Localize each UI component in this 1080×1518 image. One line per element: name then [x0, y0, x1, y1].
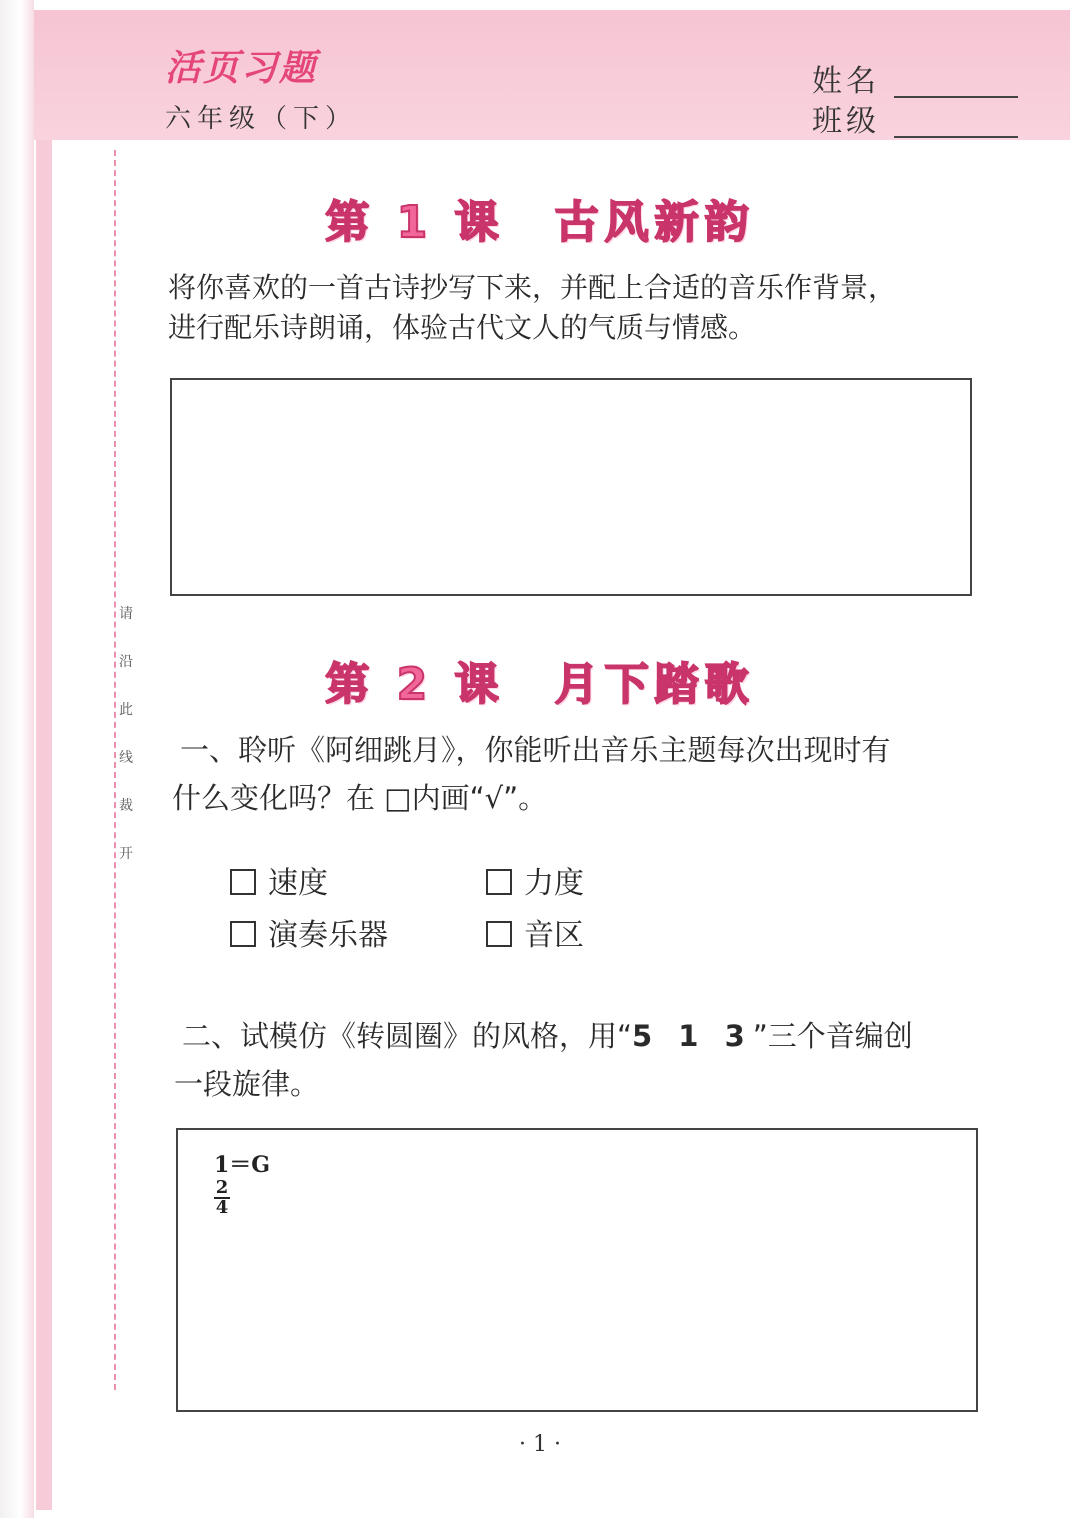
key-signature: 1＝G	[214, 1152, 271, 1178]
option-register[interactable]	[486, 910, 584, 954]
checkbox[interactable]	[486, 921, 512, 947]
cut-hint-char: 线	[119, 750, 133, 766]
lesson1-instruction-line: 进行配乐诗朗诵，体验古代文人的气质与情感。	[168, 311, 757, 344]
question2-text: ”三个音编创	[752, 1019, 913, 1053]
time-signature	[214, 1177, 230, 1218]
cut-hint-char: 请	[119, 606, 133, 622]
question2-line	[182, 1012, 913, 1060]
page-number: · 1 ·	[519, 1432, 561, 1457]
cut-hint-char: 沿	[119, 654, 133, 670]
melody-answer-box[interactable]	[176, 1128, 978, 1412]
cut-line	[114, 150, 116, 1390]
question2-notes: 5 1 3	[632, 1019, 753, 1053]
checkbox[interactable]	[230, 869, 256, 895]
name-label: 姓名	[812, 64, 880, 99]
class-blank[interactable]	[894, 136, 1018, 138]
lesson1-instruction-line: 将你喜欢的一首古诗抄写下来，并配上合适的音乐作背景，	[168, 271, 897, 304]
name-field[interactable]	[812, 56, 880, 100]
question1-line: 什么变化吗？在 □内画“√”。	[172, 781, 548, 815]
option-dynamics[interactable]	[486, 858, 584, 902]
option-instruments[interactable]	[230, 910, 388, 954]
checkbox[interactable]	[230, 921, 256, 947]
question2-text: 二、试模仿《转圆圈》的风格，用“	[182, 1019, 633, 1053]
cut-hint-char: 裁	[119, 798, 133, 814]
name-blank[interactable]	[894, 96, 1018, 98]
poem-answer-box[interactable]	[170, 378, 972, 596]
lesson2-question1	[172, 726, 891, 822]
lesson1-instruction	[168, 268, 896, 348]
binding-strip	[36, 140, 52, 1510]
cut-hint	[118, 590, 134, 878]
option-label: 力度	[524, 866, 584, 901]
grade-label: 六年级（下）	[165, 104, 358, 134]
question1-line: 一、聆听《阿细跳月》，你能听出音乐主题每次出现时有	[180, 733, 891, 767]
checkbox[interactable]	[486, 869, 512, 895]
lesson1-title: 第 1 课 古风新韵	[325, 197, 755, 248]
lesson2-title: 第 2 课 月下踏歌	[325, 659, 755, 710]
option-speed[interactable]	[230, 858, 328, 902]
option-label: 音区	[524, 918, 584, 953]
time-signature-top: 2	[215, 1177, 229, 1198]
cut-hint-char: 开	[119, 846, 133, 862]
question2-line: 一段旋律。	[174, 1067, 320, 1101]
brand-title: 活页习题	[165, 48, 318, 89]
lesson2-question2	[174, 1012, 913, 1108]
time-signature-bottom: 4	[215, 1197, 229, 1218]
class-label: 班级	[812, 104, 880, 139]
option-label: 演奏乐器	[268, 918, 388, 953]
option-label: 速度	[268, 866, 328, 901]
cut-hint-char: 此	[119, 702, 133, 718]
class-field[interactable]	[812, 96, 880, 140]
